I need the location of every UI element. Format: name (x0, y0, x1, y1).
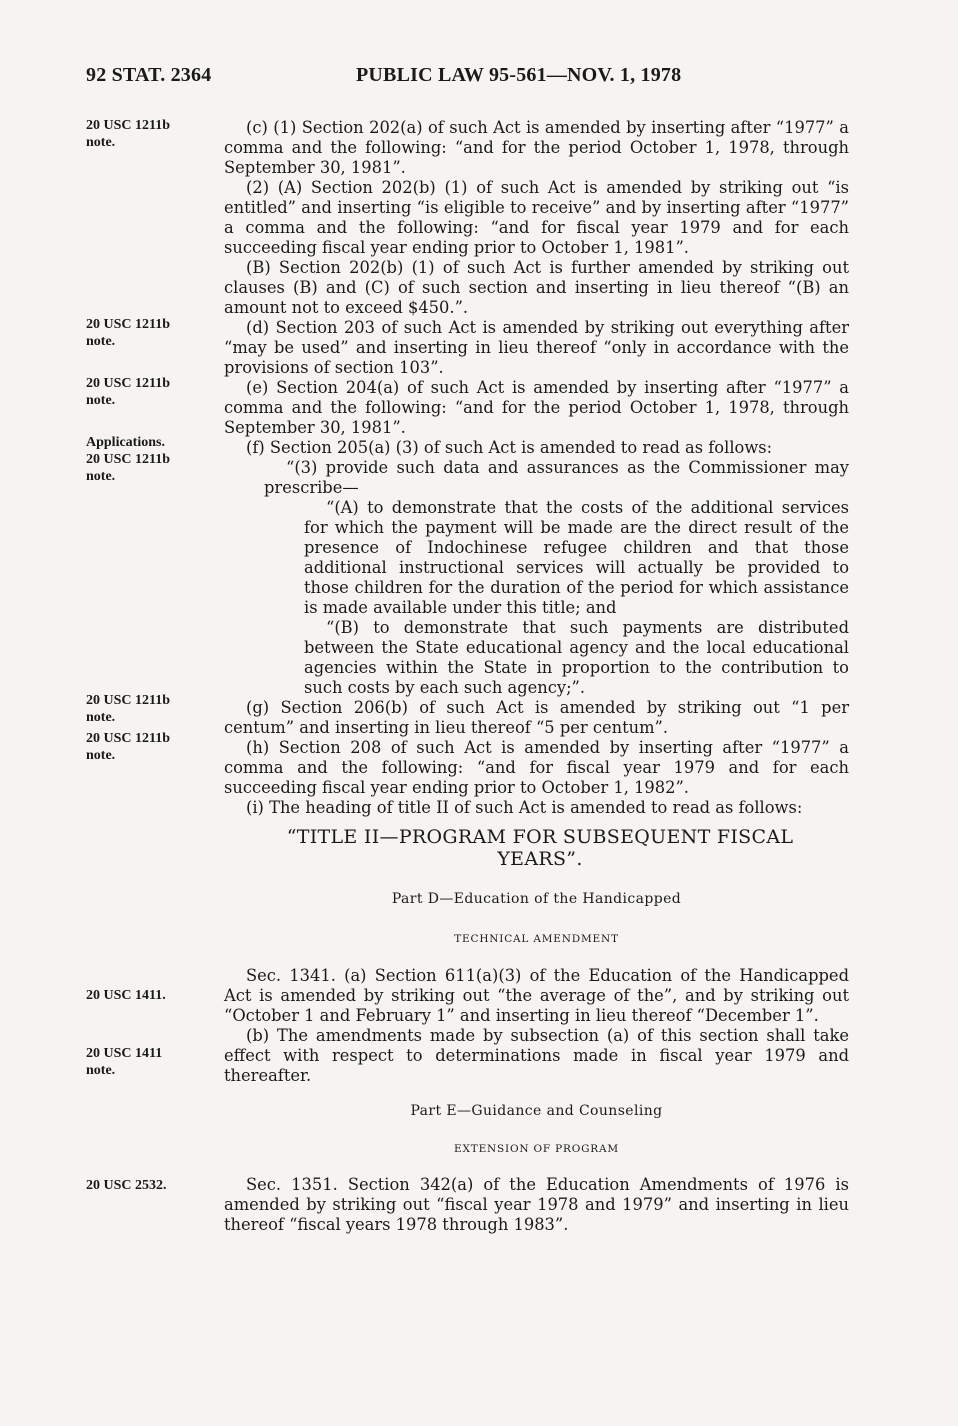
margin-note-suffix: note. (86, 469, 116, 484)
title-heading-line2: YEARS”. (497, 848, 583, 870)
margin-note (86, 375, 216, 409)
part-d-heading: Part D—Education of the Handicapped (391, 891, 682, 907)
paragraph-d: (d) Section 203 of such Act is amended by striking out everything after “may be used” and inserting in lieu thereof “only in accordance with the provisions of section 103”. (224, 318, 849, 377)
margin-note-suffix: note. (86, 393, 116, 408)
title-heading-line1: “TITLE II—PROGRAM FOR SUBSEQUENT FISCAL (286, 826, 794, 848)
margin-note-citation: 20 USC 1211b (86, 452, 171, 467)
body-text-part-d (224, 966, 849, 1086)
margin-note (86, 117, 216, 151)
section-1351: Sec. 1351. Section 342(a) of the Education Amendments of 1976 is amended by striking out “fiscal year 1978 and 1979” and inserting in lieu thereof “fiscal years 1978 through 1983”. (224, 1175, 849, 1234)
margin-note (86, 730, 216, 764)
margin-note-citation: 20 USC 1211b (86, 317, 171, 332)
paragraph-c2a: (2) (A) Section 202(b) (1) of such Act is amended by striking out “is entitled” and inserting “is eligible to receive” and by inserting after “1977” a comma and the following: “and for fiscal year 1979 and for each succeeding fiscal year ending prior to October 1, 1981”. (224, 178, 849, 257)
paragraph-c1: (c) (1) Section 202(a) of such Act is amended by inserting after “1977” a comma and the following: “and for the period October 1, 1978, through September 30, 1981”. (224, 118, 849, 177)
part-d-subheading: TECHNICAL AMENDMENT (454, 933, 619, 945)
margin-note-citation: 20 USC 1211b (86, 693, 171, 708)
running-head (86, 64, 866, 90)
margin-note-citation: 20 USC 2532. (86, 1178, 167, 1193)
paragraph-c2b: (B) Section 202(b) (1) of such Act is further amended by striking out clauses (B) and (C) of such section and inserting in lieu thereof “(B) an amount not to exceed $450.”. (224, 258, 849, 317)
margin-note-citation: 20 USC 1211b (86, 118, 171, 133)
section-1341: Sec. 1341. (a) Section 611(a)(3) of the Education of the Handicapped Act is amended by striking out “the average of the”, and by striking out “October 1 and February 1” and inserting in lieu thereof “December 1”. (224, 966, 849, 1025)
paragraph-g: (g) Section 206(b) of such Act is amended by striking out “1 per centum” and inserting in lieu thereof “5 per centum”. (224, 698, 849, 737)
paragraph-e: (e) Section 204(a) of such Act is amended by inserting after “1977” a comma and the following: “and for the period October 1, 1978, through September 30, 1981”. (224, 378, 849, 437)
margin-note-citation: 20 USC 1211b (86, 731, 171, 746)
paragraph-h: (h) Section 208 of such Act is amended by inserting after “1977” a comma and the following: “and for fiscal year 1979 and for each succeeding fiscal year ending prior to October 1, 1982”. (224, 738, 849, 797)
statute-page-number: 92 STAT. 2364 (86, 64, 212, 86)
margin-note-suffix: note. (86, 135, 116, 150)
margin-note-citation: 20 USC 1411 (86, 1046, 163, 1061)
margin-note-suffix: note. (86, 334, 116, 349)
paragraph-i: (i) The heading of title II of such Act is amended to read as follows: (246, 798, 803, 817)
paragraph-fA: “(A) to demonstrate that the costs of the additional services for which the payment will be made are the direct result of the presence of Indochinese refugee children and that those additional instructional services will actually be provided to those children for the duration of the period for which assistance is made available under this title; and (304, 498, 849, 617)
part-e-subheading: EXTENSION OF PROGRAM (454, 1143, 619, 1155)
margin-note (86, 1177, 216, 1194)
margin-note-citation: 20 USC 1211b (86, 376, 171, 391)
paragraph-fB: “(B) to demonstrate that such payments are distributed between the State educational agency and the local educational agencies within the State in proportion to the contribution to such costs by each such agency;”. (304, 618, 849, 697)
law-title: PUBLIC LAW 95-561—NOV. 1, 1978 (356, 64, 682, 86)
margin-note-suffix: note. (86, 748, 116, 763)
margin-note (86, 987, 216, 1004)
title-heading (260, 826, 820, 870)
part-e-heading: Part E—Guidance and Counseling (410, 1103, 663, 1119)
paragraph-f3: “(3) provide such data and assurances as the Commissioner may prescribe— (264, 458, 849, 497)
margin-note (86, 692, 216, 726)
margin-note-suffix: note. (86, 1063, 116, 1078)
margin-note-citation: 20 USC 1411. (86, 988, 166, 1003)
margin-note-suffix: note. (86, 710, 116, 725)
margin-note (86, 1045, 216, 1079)
margin-note (86, 434, 216, 485)
section-1341-b: (b) The amendments made by subsection (a) of this section shall take effect with respect to determinations made in fiscal year 1979 and thereafter. (224, 1026, 849, 1085)
body-text-part-e (224, 1175, 849, 1235)
body-text-upper (224, 118, 849, 818)
margin-note (86, 316, 216, 350)
paragraph-f: (f) Section 205(a) (3) of such Act is amended to read as follows: (246, 438, 773, 457)
margin-note-heading: Applications. (86, 435, 165, 450)
